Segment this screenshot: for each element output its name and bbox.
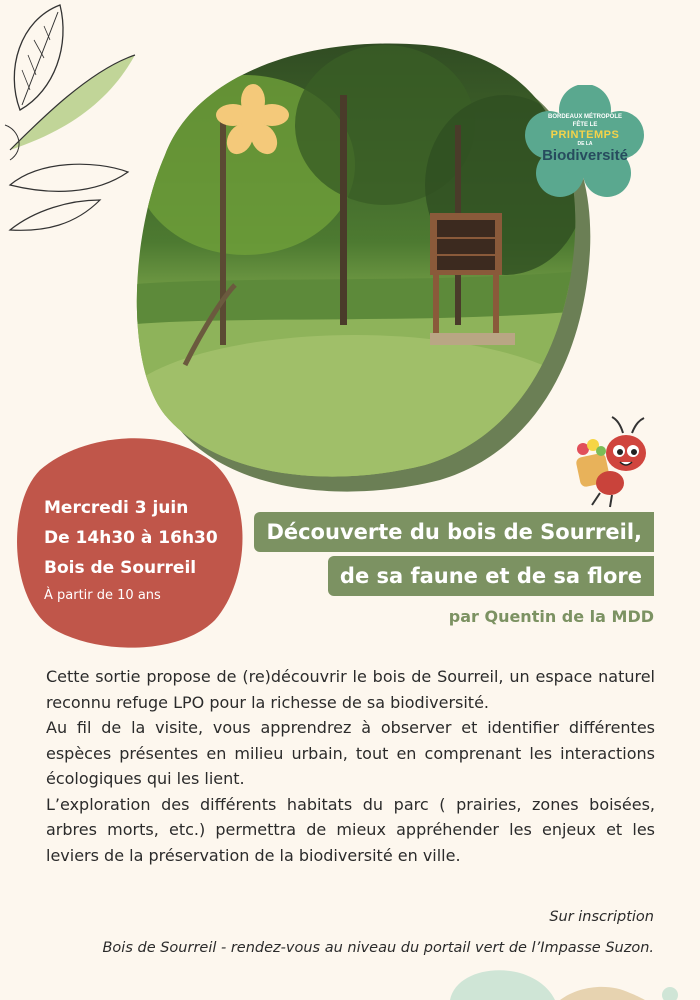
description <box>46 664 655 868</box>
author: par Quentin de la MDD <box>448 607 654 626</box>
title-line-2: de sa faune et de sa flore <box>328 556 654 596</box>
bottom-blob-decoration <box>430 965 700 1000</box>
meeting-point: Bois de Sourreil - rendez-vous au niveau du portail vert de l’Impasse Suzon. <box>102 940 654 956</box>
badge-line-5: Biodiversité <box>542 147 628 164</box>
description-paragraph: Cette sortie propose de (re)découvrir le bois de Sourreil, un espace naturel reconnu refuge LPO pour la richesse de sa biodiversité. <box>46 667 655 712</box>
flower-decoration <box>216 83 291 158</box>
description-paragraph: L’exploration des différents habitats du parc ( prairies, zones boisées, arbres morts, etc.) permettra de mieux appréhender les enjeux et les leviers de la préservation de la biodiversité en ville. <box>46 794 655 865</box>
title-line-1: Découverte du bois de Sourreil, <box>254 512 654 552</box>
leaf-decoration <box>0 0 140 240</box>
registration-note: Sur inscription <box>549 909 654 925</box>
event-date: Mercredi 3 juin <box>44 498 189 518</box>
event-age: À partir de 10 ans <box>44 588 161 603</box>
badge-line-3: PRINTEMPS <box>550 129 620 141</box>
ant-mascot <box>568 415 658 510</box>
biodiversity-badge-logo <box>525 85 645 200</box>
badge-line-2: FÊTE LE <box>572 122 598 128</box>
event-place: Bois de Sourreil <box>44 558 197 578</box>
description-paragraph: Au fil de la visite, vous apprendrez à observer et identifier différentes espèces présentes en milieu urbain, tout en comprenant les interactions écologiques qui les lient. <box>46 718 655 788</box>
badge-line-1: BORDEAUX MÉTROPOLE <box>547 114 622 120</box>
badge-line-4: DE LA <box>577 141 593 147</box>
event-info <box>44 493 218 609</box>
event-time: De 14h30 à 16h30 <box>44 528 218 548</box>
